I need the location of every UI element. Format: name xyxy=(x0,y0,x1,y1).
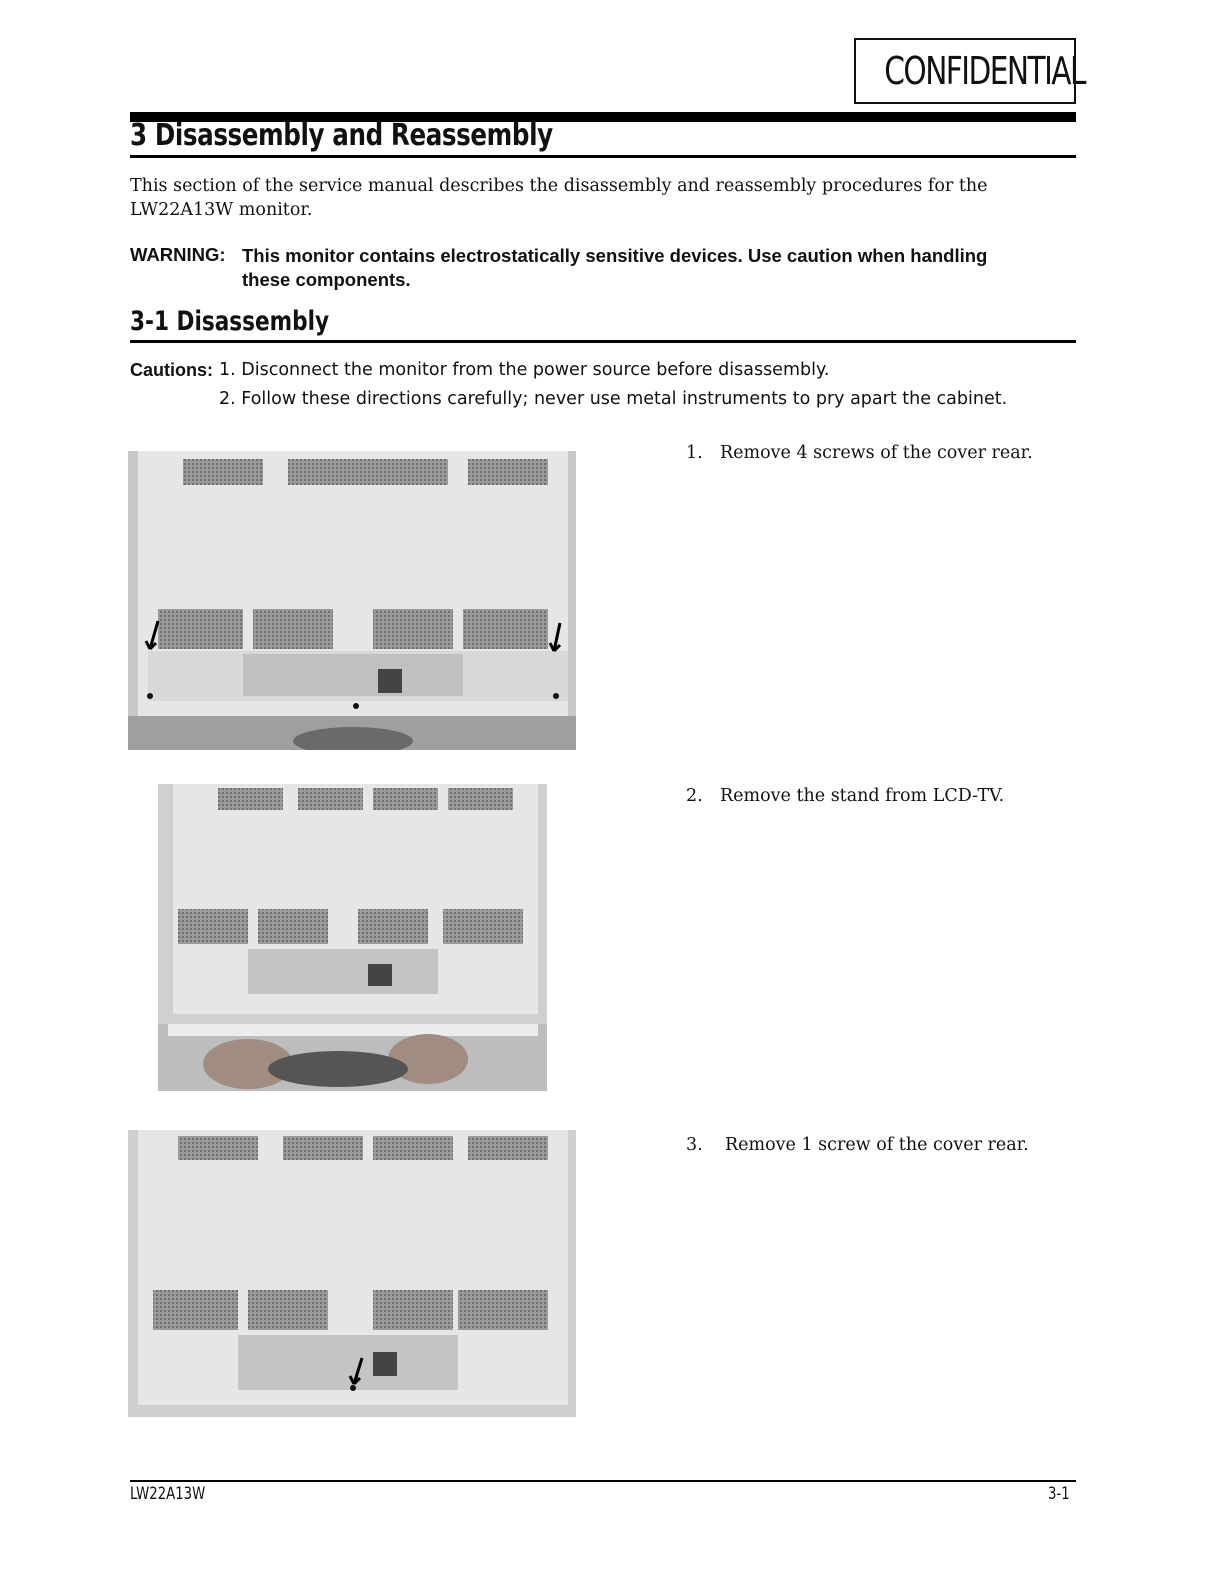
intro-line-1: This section of the service manual describes the disassembly and reassembly procedures for the xyxy=(130,176,988,196)
photo-cover-rear-screws xyxy=(128,451,576,750)
step-2-text: Remove the stand from LCD-TV. xyxy=(720,786,1005,806)
step-1 xyxy=(686,443,1033,463)
section-title: 3 Disassembly and Reassembly xyxy=(130,118,553,153)
step-3 xyxy=(686,1135,1029,1155)
warning-text xyxy=(242,244,1062,292)
warning-label: WARNING: xyxy=(130,244,226,265)
step-3-number: 3. xyxy=(686,1135,703,1155)
intro-paragraph xyxy=(130,174,1030,222)
photo-remove-stand xyxy=(158,784,547,1091)
caution-item-1: 1. Disconnect the monitor from the power source before disassembly. xyxy=(219,360,830,380)
footer-rule xyxy=(130,1480,1076,1482)
cautions-label: Cautions: xyxy=(130,360,213,380)
intro-line-2: LW22A13W monitor. xyxy=(130,200,313,220)
confidential-stamp: CONFIDENTIAL xyxy=(854,38,1076,104)
step-3-text: Remove 1 screw of the cover rear. xyxy=(725,1135,1029,1155)
step-2 xyxy=(686,786,1004,806)
step-2-number: 2. xyxy=(686,786,703,806)
footer-model: LW22A13W xyxy=(130,1484,206,1504)
subsection-title-rule xyxy=(130,340,1076,343)
section-title-rule xyxy=(130,155,1076,158)
caution-item-2: 2. Follow these directions carefully; never use metal instruments to pry apart the cabinet. xyxy=(219,389,1008,409)
warning-line-1: This monitor contains electrostatically sensitive devices. Use caution when handling xyxy=(242,245,988,266)
step-1-number: 1. xyxy=(686,443,703,463)
step-1-text: Remove 4 screws of the cover rear. xyxy=(720,443,1033,463)
footer-page-number: 3-1 xyxy=(1048,1484,1070,1504)
warning-line-2: these components. xyxy=(242,269,411,290)
subsection-title: 3-1 Disassembly xyxy=(130,306,330,337)
photo-cover-rear-screw xyxy=(128,1130,576,1417)
